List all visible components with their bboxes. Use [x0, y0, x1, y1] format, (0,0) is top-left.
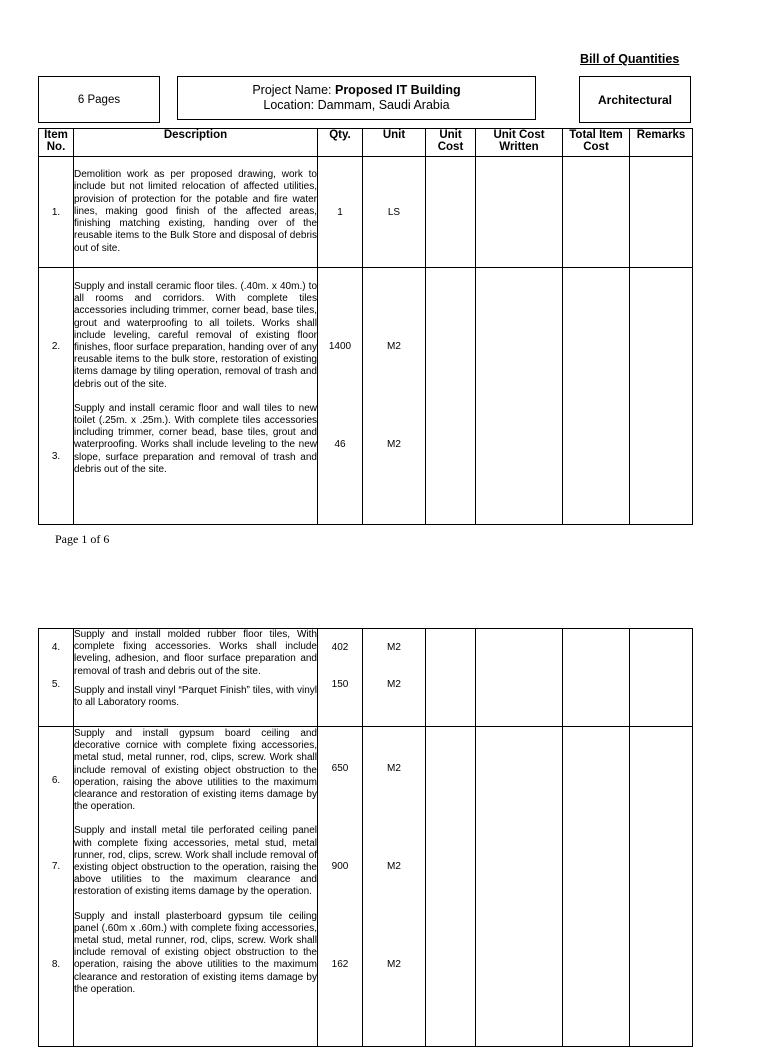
table-row [39, 629, 693, 727]
item-description-group [74, 727, 318, 1047]
item-description: Supply and install ceramic floor tiles. (.40m. x 40m.) to all rooms and corridors. With complete tiles accessories including trimmer, corner bead, base tiles, grout and waterproofing to all toilets. Works shall include leveling, careful removal of existing floor finishes, floor surface preparation, handing over of any reusable items to the bulk store, restoration of existing items damage by tiling operation, removal of trash and debris out of the site. [74, 281, 317, 390]
table-header-row [39, 129, 693, 157]
unit-cost-cell[interactable] [426, 727, 476, 1047]
item-unit: M2 [387, 642, 401, 653]
item-qty: 162 [331, 959, 349, 970]
item-unit: LS [363, 157, 426, 268]
discipline: Architectural [597, 92, 673, 107]
col-unit-cost: Unit Cost [426, 129, 476, 157]
unit-cost-written-cell[interactable] [476, 268, 563, 525]
unit-cost-written-cell[interactable] [476, 157, 563, 268]
item-no: 3. [51, 451, 61, 462]
unit-cost-cell[interactable] [426, 157, 476, 268]
item-qty-group [318, 727, 363, 1047]
unit-cost-written-cell[interactable] [476, 727, 563, 1047]
item-no-group [39, 727, 74, 1047]
col-remarks: Remarks [630, 129, 693, 157]
item-no: 8. [51, 959, 61, 970]
item-unit: M2 [387, 959, 401, 970]
unit-cost-cell[interactable] [426, 268, 476, 525]
item-description: Supply and install plasterboard gypsum tile ceiling panel (.60m x .60m.) with complete fixing accessories, metal stud, metal runner, rod, clips, screw. Work shall include removal of existing object obstruction to the operation, raising the above utilities to the maximum clearance and restoration of existing items damage by the operation. [74, 910, 317, 995]
col-unit-cost-written: Unit Cost Written [476, 129, 563, 157]
item-no: 2. [51, 341, 61, 352]
table-row [39, 268, 693, 525]
item-qty: 402 [331, 642, 349, 653]
item-qty: 1400 [328, 341, 352, 352]
total-item-cost-cell[interactable] [563, 727, 630, 1047]
col-total-item-cost: Total Item Cost [563, 129, 630, 157]
item-no-group [39, 629, 74, 727]
item-no: 5. [51, 679, 61, 690]
project-name-line [252, 83, 460, 98]
remarks-cell[interactable] [630, 268, 693, 525]
item-unit: M2 [387, 679, 401, 690]
item-description: Supply and install vinyl “Parquet Finish” tiles, with vinyl to all Laboratory rooms. [74, 684, 317, 709]
item-description-group [74, 268, 318, 525]
item-no: 6. [51, 775, 61, 786]
project-name: Proposed IT Building [334, 83, 461, 97]
item-qty-group [318, 629, 363, 727]
item-description: Supply and install molded rubber floor tiles, With complete fixing accessories. Works shall include leveling, adhesion, and floor surface preparation and removal of trash and debris out of the site. [74, 629, 317, 677]
project-location: Location: Dammam, Saudi Arabia [263, 98, 450, 112]
table-row [39, 727, 693, 1047]
item-unit-group [363, 268, 426, 525]
boq-table-page-1 [38, 128, 693, 525]
item-qty: 650 [331, 763, 349, 774]
col-item-no: Item No. [39, 129, 74, 157]
item-no-group [39, 268, 74, 525]
unit-cost-cell[interactable] [426, 629, 476, 727]
item-no: 4. [51, 642, 61, 653]
item-qty: 150 [331, 679, 349, 690]
item-description: Supply and install metal tile perforated ceiling panel with complete fixing accessories, metal stud, metal runner, rod, clips, screw. Work shall include removal of existing object obstruction to the operation, raising the above utilities to the maximum clearance and restoration of existing items damage by the operation. [74, 825, 317, 898]
page-count: 6 Pages [77, 93, 121, 106]
item-qty: 46 [334, 439, 346, 450]
item-description: Demolition work as per proposed drawing, work to include but not limited relocation of affected utilities, provision of protection for the potable and fire water lines, making good finish of the affected areas, finishing matching existing, handing over of the reusable items to the Bulk Store and disposal of debris out of site. [74, 157, 318, 268]
project-name-label: Project Name: [252, 83, 335, 97]
item-description: Supply and install gypsum board ceiling and decorative cornice with complete fixing accessories, metal stud, metal runner, rod, clips, screw. Work shall include removal of existing object obstruction to the operation, raising the above utilities to the maximum clearance and restoration of existing items damage by the operation. [74, 728, 317, 813]
item-unit-group [363, 629, 426, 727]
item-no: 1. [39, 157, 74, 268]
item-unit: M2 [387, 861, 401, 872]
discipline-box [579, 76, 691, 123]
item-qty: 1 [318, 157, 363, 268]
remarks-cell[interactable] [630, 157, 693, 268]
project-info-box [177, 76, 536, 120]
col-unit: Unit [363, 129, 426, 157]
item-unit: M2 [387, 439, 401, 450]
item-description: Supply and install ceramic floor and wall tiles to new toilet (.25m. x .25m.). With complete tiles accessories including trimmer, corner bead, base tiles, grout and waterproofing. Works shall include leveling to the new slope, surface preparation and removal of trash and debris out of the site. [74, 402, 317, 475]
total-item-cost-cell[interactable] [563, 629, 630, 727]
col-description: Description [74, 129, 318, 157]
table-row [39, 157, 693, 268]
page-number: Page 1 of 6 [55, 532, 110, 546]
item-unit: M2 [387, 763, 401, 774]
remarks-cell[interactable] [630, 727, 693, 1047]
item-unit-group [363, 727, 426, 1047]
item-qty-group [318, 268, 363, 525]
total-item-cost-cell[interactable] [563, 157, 630, 268]
item-qty: 900 [331, 861, 349, 872]
document-title: Bill of Quantities [580, 52, 680, 66]
item-description-group [74, 629, 318, 727]
col-qty: Qty. [318, 129, 363, 157]
page-count-box [38, 76, 160, 123]
unit-cost-written-cell[interactable] [476, 629, 563, 727]
total-item-cost-cell[interactable] [563, 268, 630, 525]
boq-table-page-2 [38, 628, 693, 1047]
remarks-cell[interactable] [630, 629, 693, 727]
item-unit: M2 [387, 341, 401, 352]
item-no: 7. [51, 861, 61, 872]
